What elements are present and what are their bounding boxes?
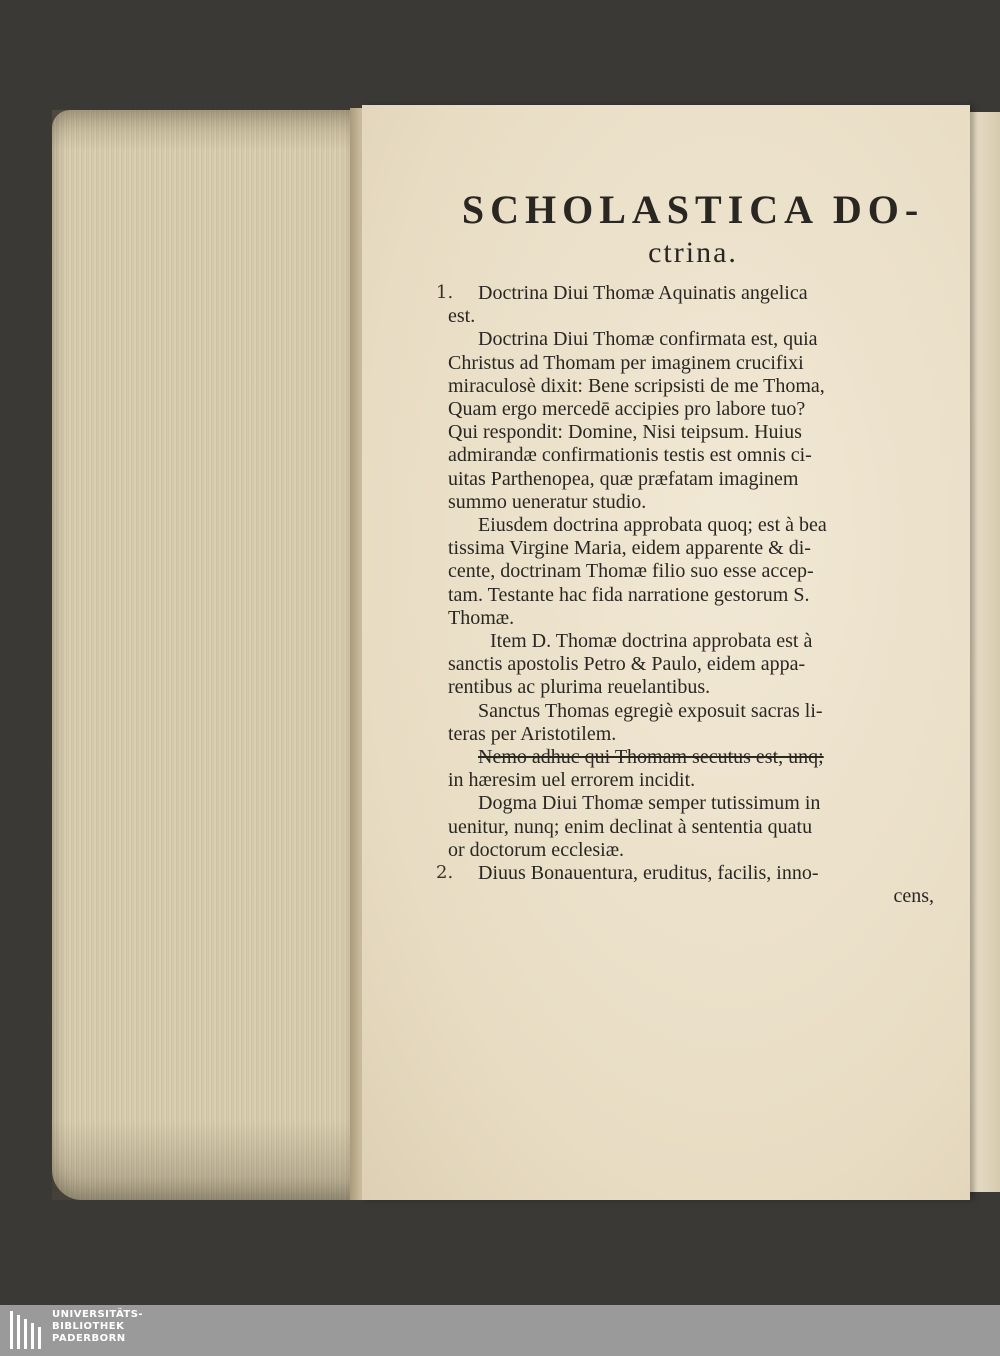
page-block-bottom-shade <box>52 1120 357 1200</box>
paragraph-7 <box>448 792 938 862</box>
text-line: Nemo adhuc qui Thomam secutus est, unq; <box>478 746 824 769</box>
paragraph-6 <box>448 746 938 792</box>
text-line: in hæresim uel errorem incidit. <box>448 769 696 792</box>
margin-note-1: 1. <box>436 282 454 303</box>
text-line: tam. Testante hac fida narratione gestorum S. <box>448 583 810 606</box>
text-line: tissima Virgine Maria, eidem apparente & di- <box>448 537 811 560</box>
text-line: Christus ad Thomam per imaginem crucifixi <box>448 351 804 374</box>
paragraph-5 <box>448 700 938 746</box>
text-line: Thomæ. <box>448 606 515 629</box>
text-line: est. <box>448 305 476 328</box>
text-line: cente, doctrinam Thomæ filio suo esse accep- <box>448 560 814 583</box>
library-name-line-3: PADERBORN <box>52 1333 126 1344</box>
paragraph-4 <box>448 630 938 700</box>
text-line: Dogma Diui Thomæ semper tutissimum in <box>478 792 821 815</box>
page-block-top-shade <box>52 110 357 150</box>
text-line: Diuus Bonauentura, eruditus, facilis, inno- <box>478 862 819 885</box>
text-line: Qui respondit: Domine, Nisi teipsum. Huius <box>448 421 802 444</box>
page-text-column <box>436 187 938 908</box>
text-line: rentibus ac plurima reuelantibus. <box>448 676 711 699</box>
text-line: sanctis apostolis Petro & Paulo, eidem appa- <box>448 653 806 676</box>
text-line: uitas Parthenopea, quæ præfatam imaginem <box>448 467 799 490</box>
library-logo-icon <box>8 1309 46 1351</box>
library-name-line-2: BIBLIOTHEK <box>52 1321 125 1332</box>
text-line: uenitur, nunq; enim declinat à sententia quatu <box>448 815 813 838</box>
library-footer-band <box>0 1305 1000 1356</box>
paragraph-1 <box>436 282 938 328</box>
text-line: admirandæ confirmationis testis est omnis ci- <box>448 444 812 467</box>
text-line: or doctorum ecclesiæ. <box>448 838 625 861</box>
paragraph-3 <box>448 514 938 630</box>
text-line: teras per Aristotilem. <box>448 722 617 745</box>
text-line: Sanctus Thomas egregiè exposuit sacras li- <box>478 699 823 722</box>
text-line: Doctrina Diui Thomæ Aquinatis angelica <box>478 282 808 304</box>
book-page-block <box>52 110 357 1200</box>
page-title-continuation: ctrina. <box>648 236 738 269</box>
page-title: SCHOLASTICA DO- <box>461 187 925 232</box>
library-name-line-1: UNIVERSITÄTS- <box>52 1309 144 1320</box>
text-line: Eiusdem doctrina approbata quoq; est à bea <box>478 514 827 537</box>
text-line: Item D. Thomæ doctrina approbata est à <box>490 630 813 653</box>
paragraph-8 <box>436 862 938 885</box>
catchword: cens, <box>893 885 934 908</box>
text-line: summo ueneratur studio. <box>448 490 647 513</box>
paragraph-2 <box>448 328 938 514</box>
margin-note-2: 2. <box>436 862 454 884</box>
text-line: Doctrina Diui Thomæ confirmata est, quia <box>478 328 818 351</box>
text-line: miraculosè dixit: Bene scripsisti de me Thoma, <box>448 374 825 397</box>
library-name <box>52 1309 143 1345</box>
text-line: Quam ergo mercedē accipies pro labore tuo? <box>448 398 806 421</box>
